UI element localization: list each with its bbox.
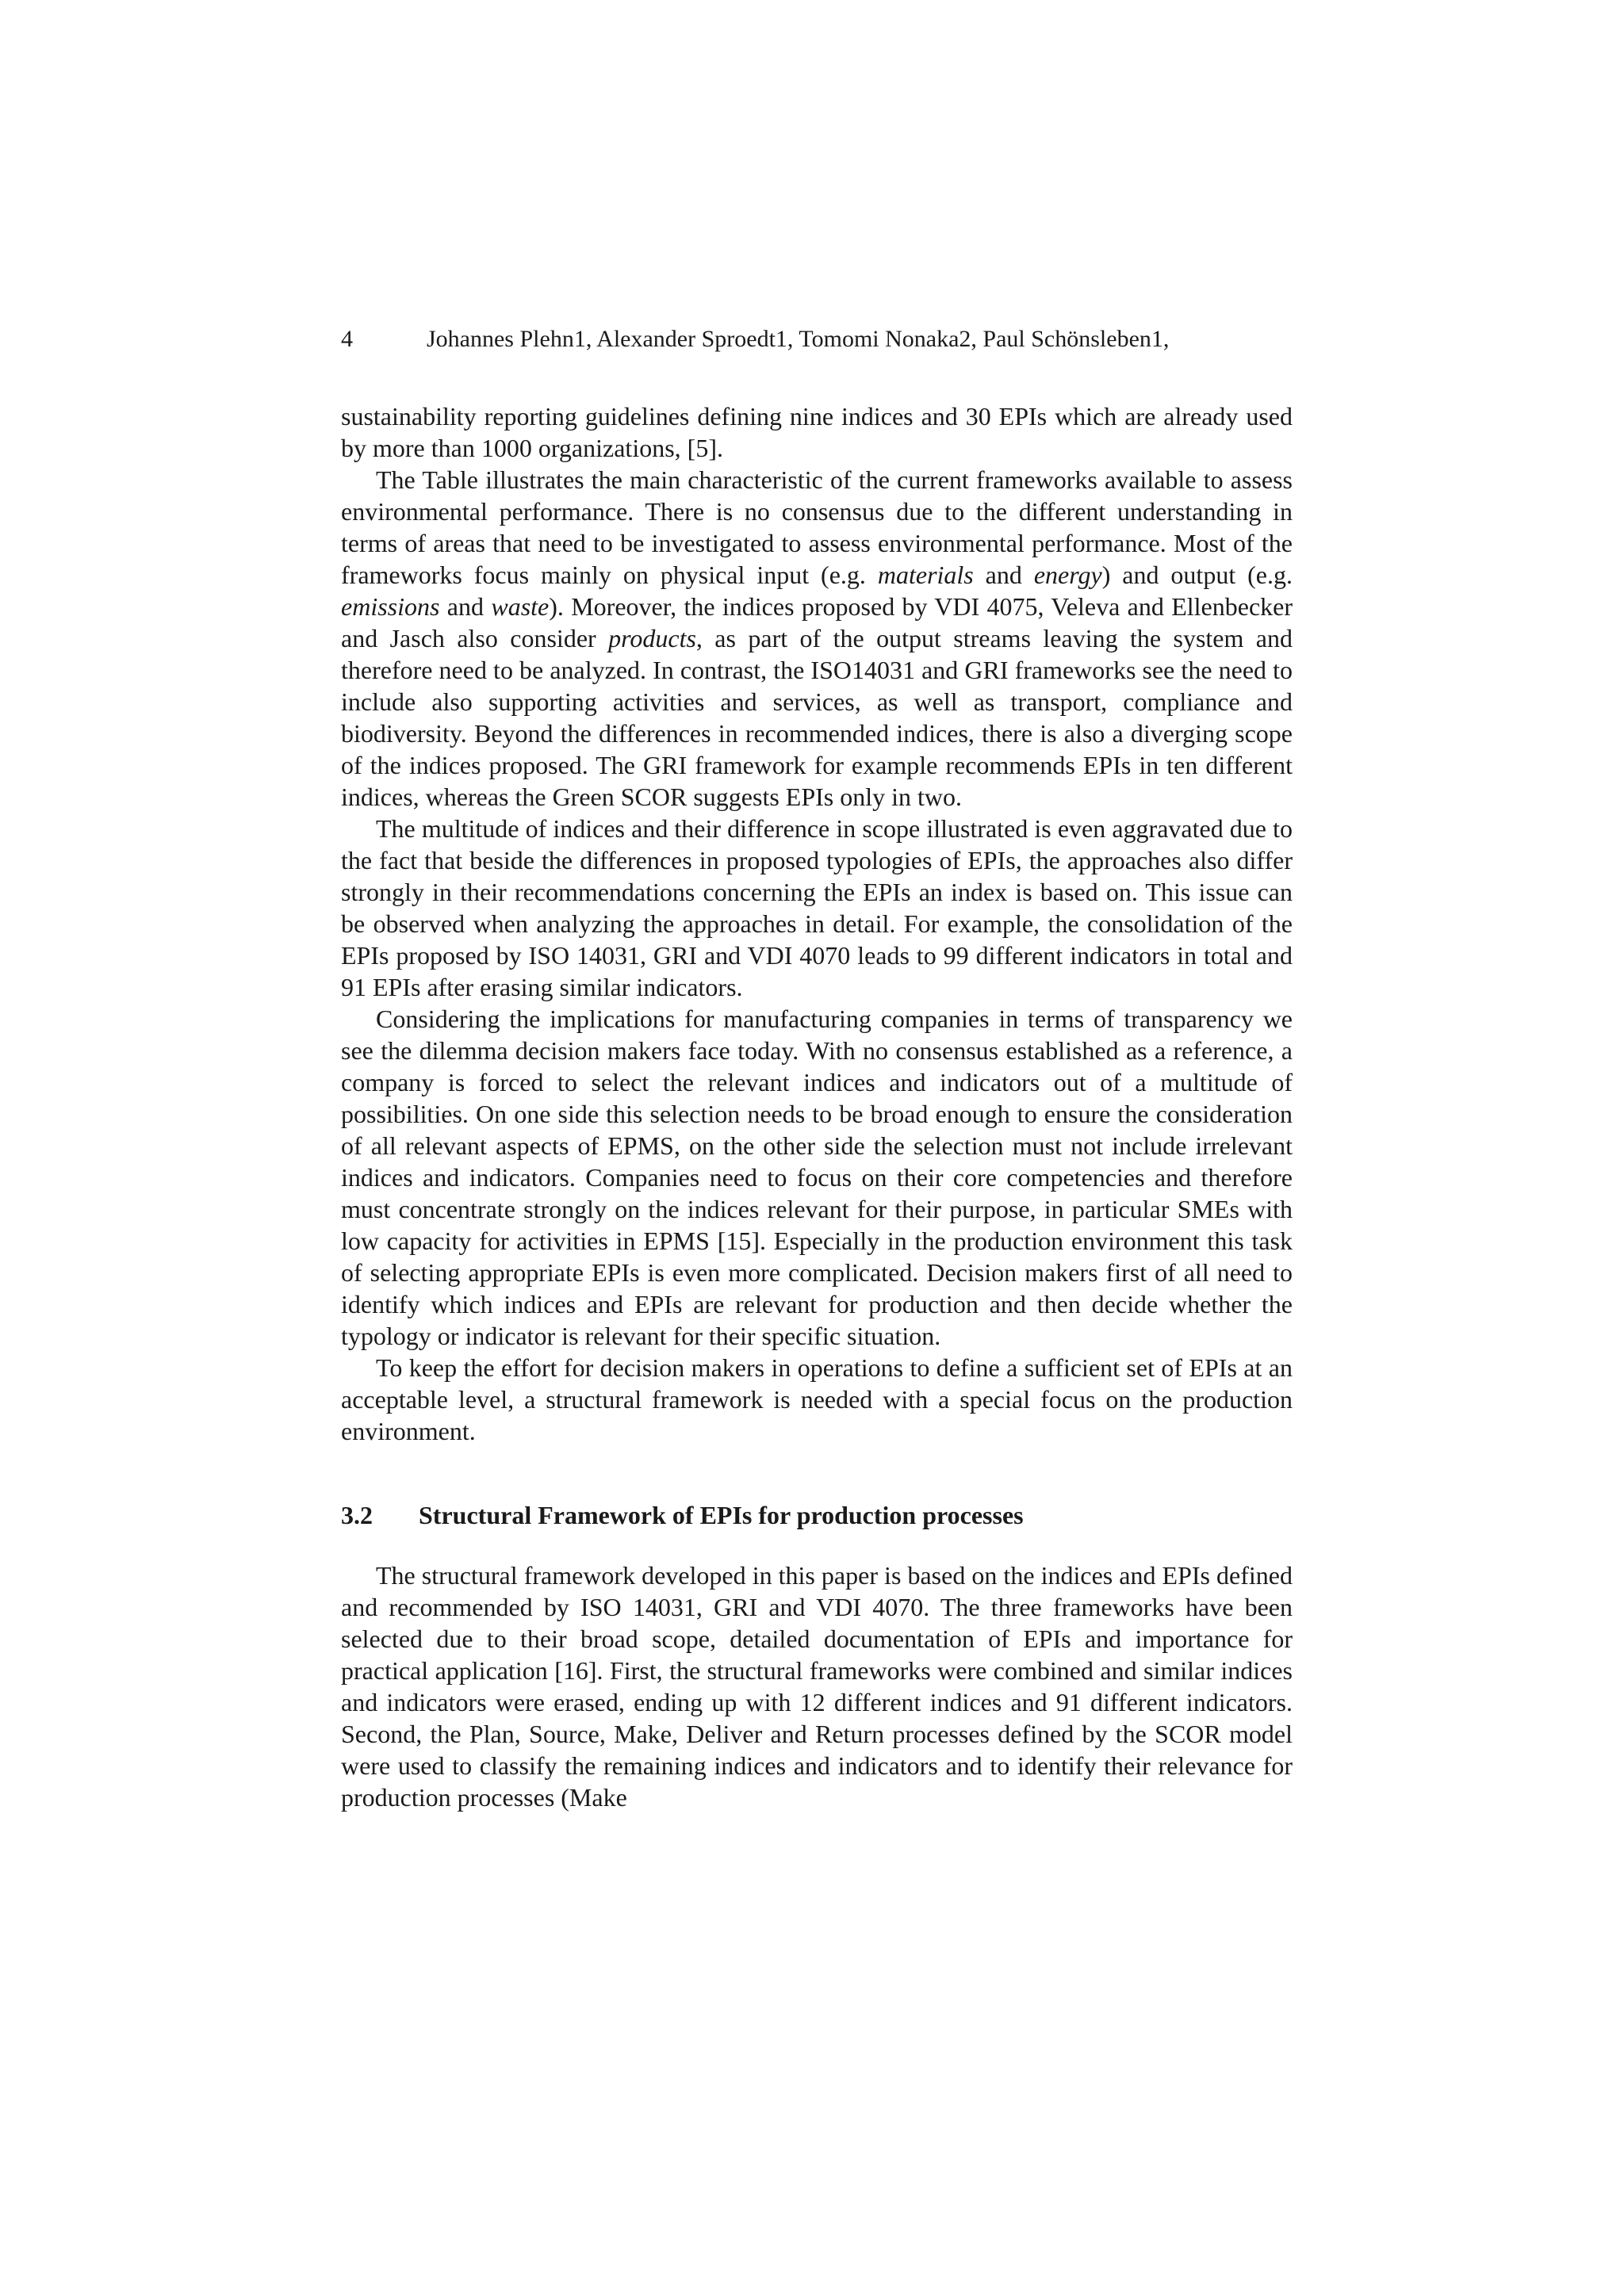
italic-term: energy [1033,561,1102,589]
italic-term: materials [877,561,974,589]
paragraph-structural-framework: The structural framework developed in this paper is based on the indices and EPIs defined and recommended by ISO 14031, GRI and VDI 4070. The three frameworks have been selected due to their broad scope, detailed documentation of EPIs and importance for practical application [16]. First, the structural frameworks were combined and similar indices and indicators were erased, ending up with 12 different indices and 91 different indicators. Second, the Plan, Source, Make, Deliver and Return processes defined by the SCOR model were used to classify the remaining indices and indicators and to identify their relevance for production processes (Make [341,1561,1293,1812]
running-header [341,323,1293,355]
italic-term: waste [491,592,550,621]
section-heading [341,1499,1293,1531]
paragraph-continuation: sustainability reporting guidelines defining nine indices and 30 EPIs which are already used by more than 1000 organizations, [5]. [341,402,1293,462]
page-number: 4 [341,326,353,352]
body-text [341,400,1293,1813]
paragraph-implications: Considering the implications for manufacturing companies in terms of transparency we see the dilemma decision makers face today. With no consensus established as a reference, a company is forced to select the relevant indices and indicators out of a multitude of possibilities. On one side this selection needs to be broad enough to ensure the consideration of all relevant aspects of EPMS, on the other side the selection must not include irrelevant indices and indicators. Companies need to focus on their core competencies and therefore must concentrate strongly on the indices relevant for their purpose, in particular SMEs with low capacity for activities in EPMS [15]. Especially in the production environment this task of selecting appropriate EPIs is even more complicated. Decision makers first of all need to identify which indices and EPIs are relevant for production and then decide whether the typology or indicator is relevant for their specific situation. [341,1004,1293,1350]
paragraph-effort: To keep the effort for decision makers in operations to define a sufficient set of EPIs at an acceptable level, a structural framework is needed with a special focus on the production environment. [341,1353,1293,1445]
paragraph-frameworks-overview: The Table illustrates the main characteristic of the current frameworks available to assess environmental performance. There is no consensus due to the different understanding in terms of areas that need to be investigated to assess environmental performance. Most of the frameworks focus mainly on physical input (e.g. materials and energy) and output (e.g. emissions and waste). Moreover, the indices proposed by VDI 4075, Veleva and Ellenbecker and Jasch also consider products, as part of the output streams leaving the system and therefore need to be analyzed. In contrast, the ISO14031 and GRI frameworks see the need to include also supporting activities and services, as well as transport, compliance and biodiversity. Beyond the differences in recommended indices, there is also a diverging scope of the indices proposed. The GRI framework for example recommends EPIs in ten different indices, whereas the Green SCOR suggests EPIs only in two. [341,465,1293,811]
author-list: Johannes Plehn1, Alexander Sproedt1, Tomomi Nonaka2, Paul Schönsleben1, [427,326,1170,352]
italic-term: emissions [341,592,440,621]
section-number: 3.2 [341,1501,373,1529]
section-title: Structural Framework of EPIs for production processes [419,1501,1024,1529]
italic-term: products [608,624,696,652]
paragraph-multitude-of-indices: The multitude of indices and their difference in scope illustrated is even aggravated due to the fact that beside the differences in proposed typologies of EPIs, the approaches also differ strongly in their recommendations concerning the EPIs an index is based on. This issue can be observed when analyzing the approaches in detail. For example, the consolidation of the EPIs proposed by ISO 14031, GRI and VDI 4070 leads to 99 different indicators in total and 91 EPIs after erasing similar indicators. [341,814,1293,1001]
